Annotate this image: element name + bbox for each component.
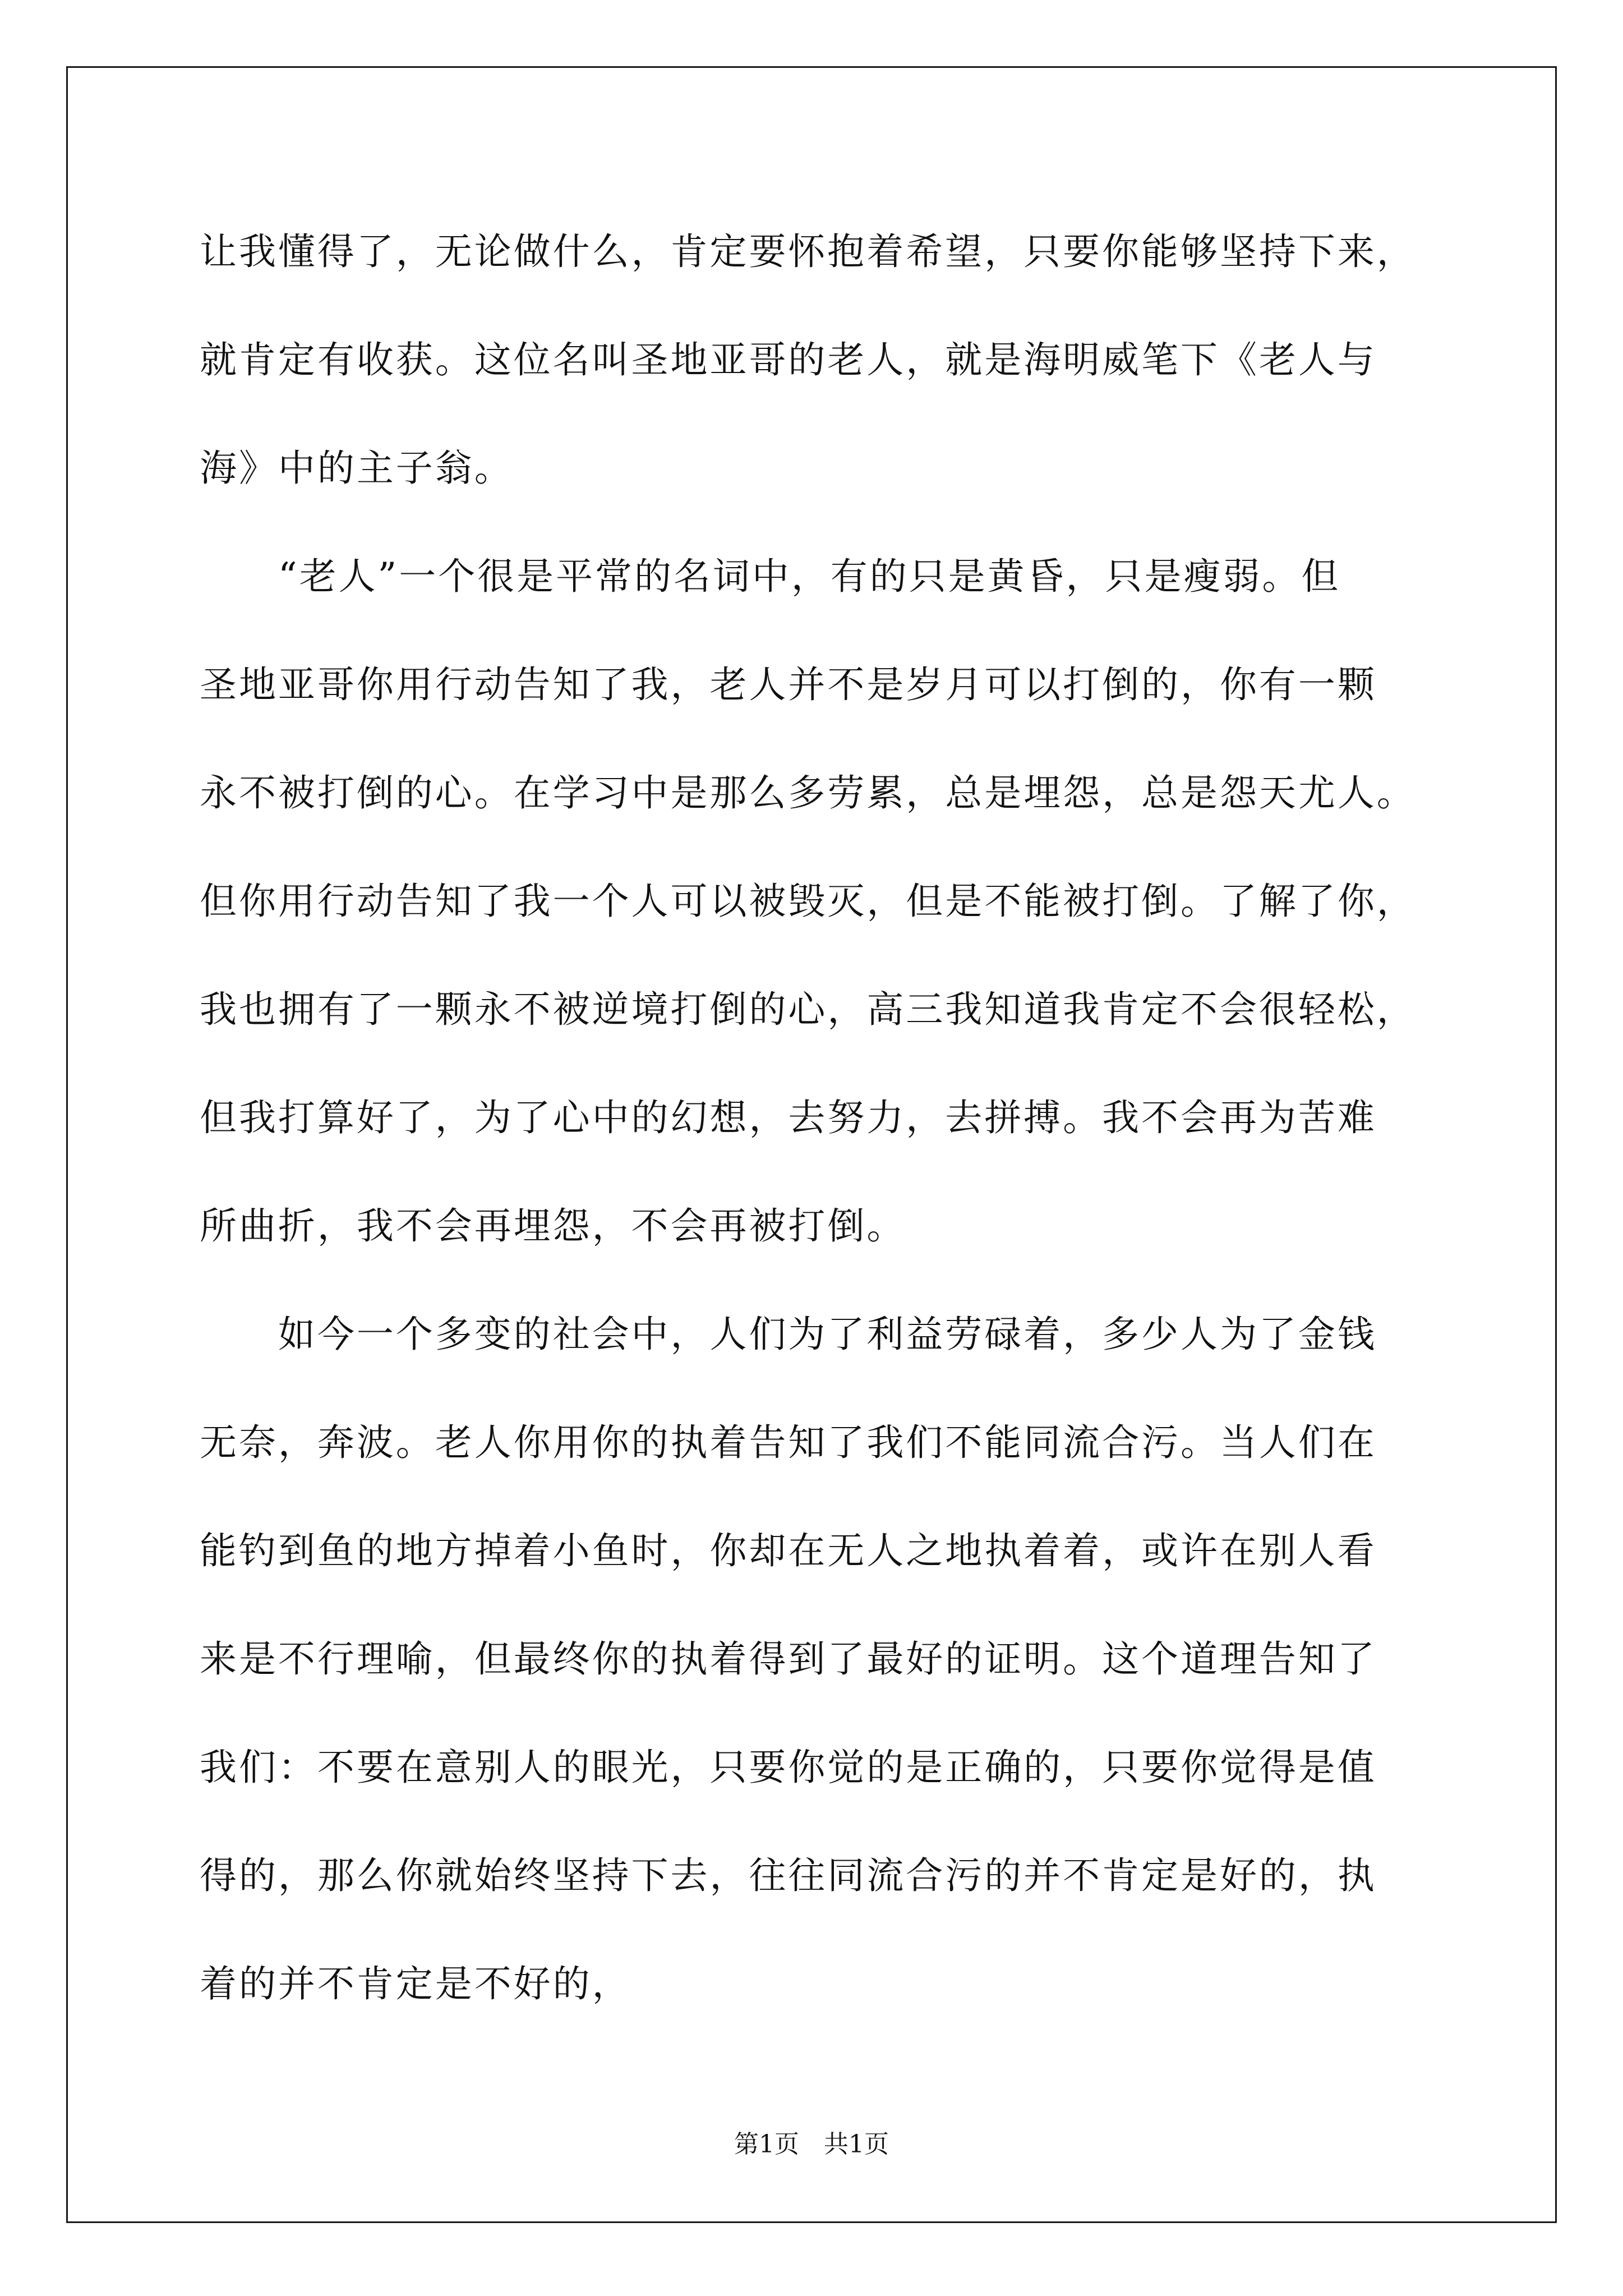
text-line: 海》中的主子翁。 bbox=[200, 447, 514, 490]
text-line: 无奈，奔波。老人你用你的执着告知了我们不能同流合污。当人们在 bbox=[200, 1421, 1377, 1464]
text-line: “老人”一个很是平常的名词中，有的只是黄昏，只是瘦弱。但 bbox=[200, 555, 1341, 598]
text-line: 但我打算好了，为了心中的幻想，去努力，去拼搏。我不会再为苦难 bbox=[200, 1096, 1377, 1139]
page-number: 第1页 共1页 bbox=[734, 2130, 889, 2159]
text-line: 所曲折，我不会再埋怨，不会再被打倒。 bbox=[200, 1204, 906, 1248]
text-line: 就肯定有收获。这位名叫圣地亚哥的老人，就是海明威笔下《老人与 bbox=[200, 338, 1377, 381]
text-line: 我也拥有了一颗永不被逆境打倒的心，高三我知道我肯定不会很轻松， bbox=[200, 988, 1416, 1031]
document-body bbox=[200, 197, 1433, 2038]
text-line: 着的并不肯定是不好的， bbox=[200, 1962, 631, 2005]
text-line: 圣地亚哥你用行动告知了我，老人并不是岁月可以打倒的，你有一颗 bbox=[200, 663, 1377, 706]
text-line: 得的，那么你就始终坚持下去，往往同流合污的并不肯定是好的，执 bbox=[200, 1854, 1377, 1897]
text-line: 我们：不要在意别人的眼光，只要你觉的是正确的，只要你觉得是值 bbox=[200, 1746, 1377, 1789]
text-line: 永不被打倒的心。在学习中是那么多劳累，总是埋怨，总是怨天尤人。 bbox=[200, 771, 1416, 815]
text-line: 但你用行动告知了我一个人可以被毁灭，但是不能被打倒。了解了你， bbox=[200, 880, 1416, 923]
text-line: 来是不行理喻，但最终你的执着得到了最好的证明。这个道理告知了 bbox=[200, 1637, 1377, 1681]
text-line: 让我懂得了，无论做什么，肯定要怀抱着希望，只要你能够坚持下来， bbox=[200, 230, 1416, 273]
text-line: 如今一个多变的社会中，人们为了利益劳碌着，多少人为了金钱 bbox=[200, 1313, 1377, 1356]
text-line: 能钓到鱼的地方掉着小鱼时，你却在无人之地执着着，或许在别人看 bbox=[200, 1529, 1377, 1572]
